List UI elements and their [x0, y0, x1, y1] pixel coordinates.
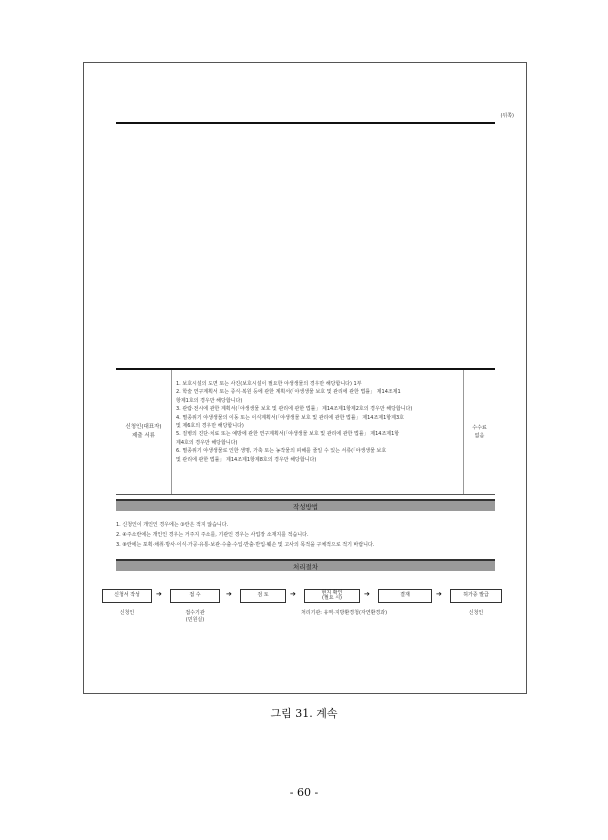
- document-item: 항제1호의 경우만 해당합니다): [176, 397, 243, 404]
- method-note: 3. ⑧란에는 포획·채취·방사·이식·가공·유통·보관·수출·수입·반출·반입·훼손 및 고사의 목적을 구체적으로 적기 바랍니다.: [116, 542, 375, 548]
- arrow-right-icon: ➔: [436, 590, 442, 598]
- step-permit-issue: 허가증 발급: [450, 589, 502, 603]
- document-item: 제4호의 경우만 해당합니다): [176, 439, 238, 446]
- document-item: 3. 관람·전시에 관한 계획서(「야생생물 보호 및 관리에 관한 법률」 제14조제1항제2호의 경우만 해당합니다): [176, 406, 413, 413]
- sub-office-line2: (민원실): [185, 617, 205, 623]
- document-item: 6. 멸종위기 야생생물로 인한 생명, 가축 또는 농작물의 피해를 줄일 수 있는 서류(「야생생물 보호: [176, 448, 387, 455]
- process-section-header: [116, 559, 495, 571]
- document-item: 4. 멸종위기 야생생물의 이동 또는 이식계획서(「야생생물 보호 및 관리에 관한 법률」 제14조제1항제3호: [176, 414, 404, 421]
- process-title: 처리절차: [292, 562, 319, 571]
- top-rule: [116, 122, 495, 124]
- documents-label: [116, 370, 172, 494]
- documents-list: [172, 370, 463, 494]
- arrow-right-icon: ➔: [364, 590, 370, 598]
- sub-processing-agency: 처리기관: 유역·지방환경청(자연환경과): [300, 610, 388, 616]
- sub-applicant-left: 신청인: [119, 610, 135, 616]
- sub-receiving-office: [170, 610, 220, 624]
- documents-label-line2: 제출 서류: [131, 433, 155, 439]
- step-review: 검 토: [240, 589, 286, 603]
- fee-label: 수수료: [472, 424, 487, 431]
- method-section-header: [116, 499, 495, 511]
- method-note: 1. 신청인이 개인인 경우에는 ③란은 적지 않습니다.: [116, 522, 229, 528]
- step-receipt: 접 수: [170, 589, 220, 603]
- document-item: 2. 학술 연구계획서 또는 증식·복원 등에 관한 계획서(「야생생물 보호 및 관리에 관한 법률」 제14조제1: [176, 389, 401, 396]
- step-approval: 결재: [378, 589, 432, 603]
- documents-table: [116, 368, 495, 495]
- document-item: 5. 질병의 진단·치료 또는 예방에 관한 연구계획서(「야생생물 보호 및 관리에 관한 법률」 제14조제1항: [176, 431, 400, 438]
- page-number: - 60 -: [289, 786, 319, 799]
- documents-label-line1: 신청인(대표자): [125, 424, 162, 430]
- form-frame: [83, 62, 527, 694]
- document-item: 및 제6호의 경우만 해당합니다): [176, 423, 244, 430]
- fee-cell: [463, 370, 495, 494]
- figure-caption: 그림 31. 계속: [270, 707, 338, 720]
- document-item: 1. 보호시설의 도면 또는 사진(보호시설이 필요한 야생생물의 경우만 해당합니다) 1부: [176, 381, 362, 387]
- step-application: 신청서 작성: [102, 589, 152, 603]
- method-note: 2. ④주소란에는 개인인 경우는 거주지 주소를, 기관인 경우는 사업장 소재지를 적습니다.: [116, 532, 309, 538]
- arrow-right-icon: ➔: [226, 590, 232, 598]
- document-item: 및 관리에 관한 법률」 제14조제1항제8호의 경우만 해당합니다): [176, 456, 317, 463]
- sub-applicant-right: 신청인: [468, 610, 484, 616]
- reverse-side-label: (뒤쪽): [500, 113, 514, 119]
- sub-office-line1: 접수기관: [185, 610, 205, 616]
- arrow-right-icon: ➔: [290, 590, 296, 598]
- fee-value: 없음: [474, 433, 485, 439]
- arrow-right-icon: ➔: [156, 590, 162, 598]
- step-site-check: 현지 확인 (필요 시): [304, 589, 360, 603]
- method-notes: [116, 520, 374, 550]
- method-title: 작성방법: [292, 502, 319, 511]
